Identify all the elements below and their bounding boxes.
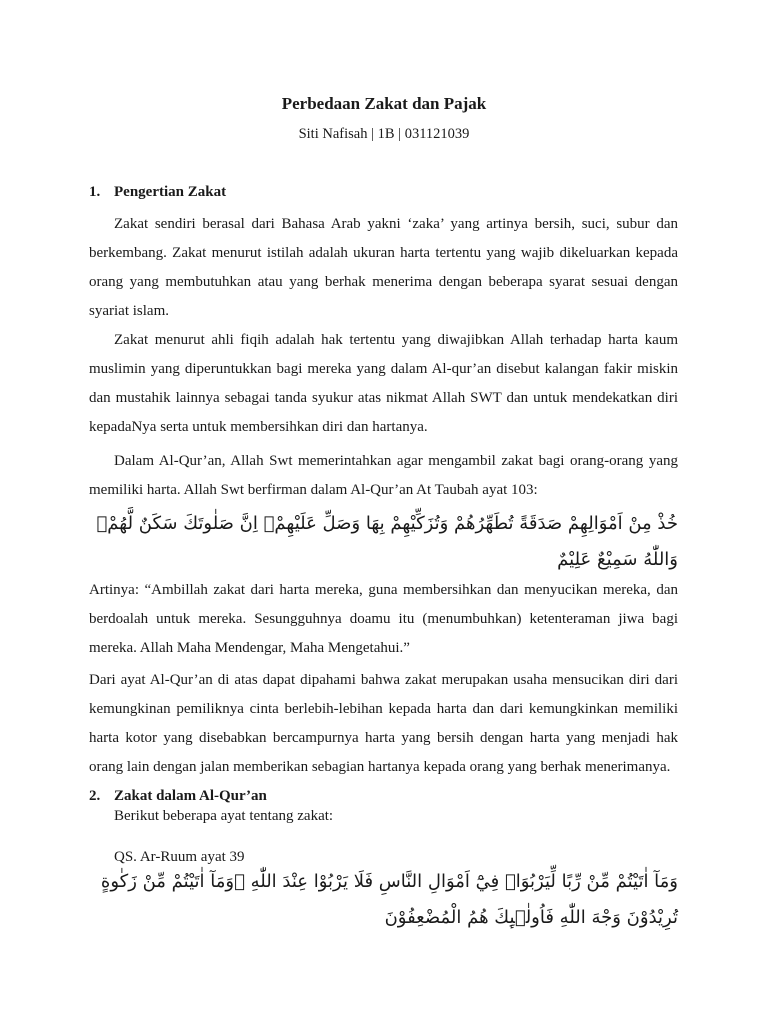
author-line: Siti Nafisah | 1B | 031121039 [298, 126, 470, 142]
arabic-verse-at-taubah-103: خُذْ مِنْ اَمْوَالِهِمْ صَدَقَةً تُطَهِّرُهُمْ وَتُزَكِّيْهِمْ بِهَا وَصَلِّ عَلَيْهِمْۗ اِنَّ صَلٰوتَكَ سَكَنٌ لَّهُمْۗ وَاللّٰهُ سَمِيْعٌ عَلِيْمٌ [96, 513, 678, 570]
section-number: 2. [89, 788, 101, 804]
paragraph-zakat-fiqih: Zakat menurut ahli fiqih adalah hak tertentu yang diwajibkan Allah terhadap harta kaum muslimin yang diperuntukkan bagi mereka yang dalam Al-qur’an disebut kalangan fakir miskin dan mustahik lainnya sebagai tanda syukur atas nikmat Allah SWT dan untuk mendekatkan diri kepadaNya serta untuk membersihkan diri dan hartanya. [89, 332, 678, 435]
section-number: 1. [89, 184, 101, 200]
paragraph-at-taubah-intro: Dalam Al-Qur’an, Allah Swt memerintahkan agar mengambil zakat bagi orang-orang yang memiliki harta. Allah Swt berfirman dalam Al-Qur’an At Taubah ayat 103: [89, 453, 678, 498]
section-heading-text: Pengertian Zakat [114, 184, 227, 200]
paragraph-verse-explanation: Dari ayat Al-Qur’an di atas dapat dipahami bahwa zakat merupakan usaha mensucikan diri dari kemungkinan pemiliknya cinta berlebih-lebihan kepada harta dan dari kemungkinkan memiliki harta kotor yang disebabkan bercampurnya harta yang bersih dengan harta yang menjadi hak orang lain dengan jalan memberikan sebagian hartanya kepada orang yang berhak menerimanya. [89, 672, 678, 775]
section2-intro: Berikut beberapa ayat tentang zakat: [114, 808, 334, 824]
section-heading-text: Zakat dalam Al-Qur’an [114, 788, 267, 804]
section-heading-pengertian-zakat [89, 184, 226, 201]
section-heading-zakat-dalam-alquran [89, 788, 267, 805]
verse-reference: QS. Ar-Ruum ayat 39 [114, 849, 245, 865]
arabic-verse-ar-ruum-39: وَمَآ اٰتَيْتُمْ مِّنْ رِّبًا لِّيَرْبُوَا۠ فِيْٓ اَمْوَالِ النَّاسِ فَلَا يَرْبُوْا عِنْدَ اللّٰهِ ۚوَمَآ اٰتَيْتُمْ مِّنْ زَكٰوةٍ تُرِيْدُوْنَ وَجْهَ اللّٰهِ فَاُولٰۤىِٕكَ هُمُ الْمُضْعِفُوْنَ [100, 871, 678, 928]
paragraph-zakat-definition: Zakat sendiri berasal dari Bahasa Arab yakni ‘zaka’ yang artinya bersih, suci, subur dan berkembang. Zakat menurut istilah adalah ukuran harta tertentu yang wajib dikeluarkan kepada orang yang membutuhkan atau yang berhak menerima dengan beberapa syarat sesuai dengan syariat islam. [89, 216, 678, 319]
document-title: Perbedaan Zakat dan Pajak [281, 94, 487, 113]
paragraph-translation: Artinya: “Ambillah zakat dari harta mereka, guna membersihkan dan menyucikan mereka, dan berdoalah untuk mereka. Sesungguhnya doamu itu (menumbuhkan) ketenteraman jiwa bagi mereka. Allah Maha Mendengar, Maha Mengetahui.” [89, 582, 678, 656]
